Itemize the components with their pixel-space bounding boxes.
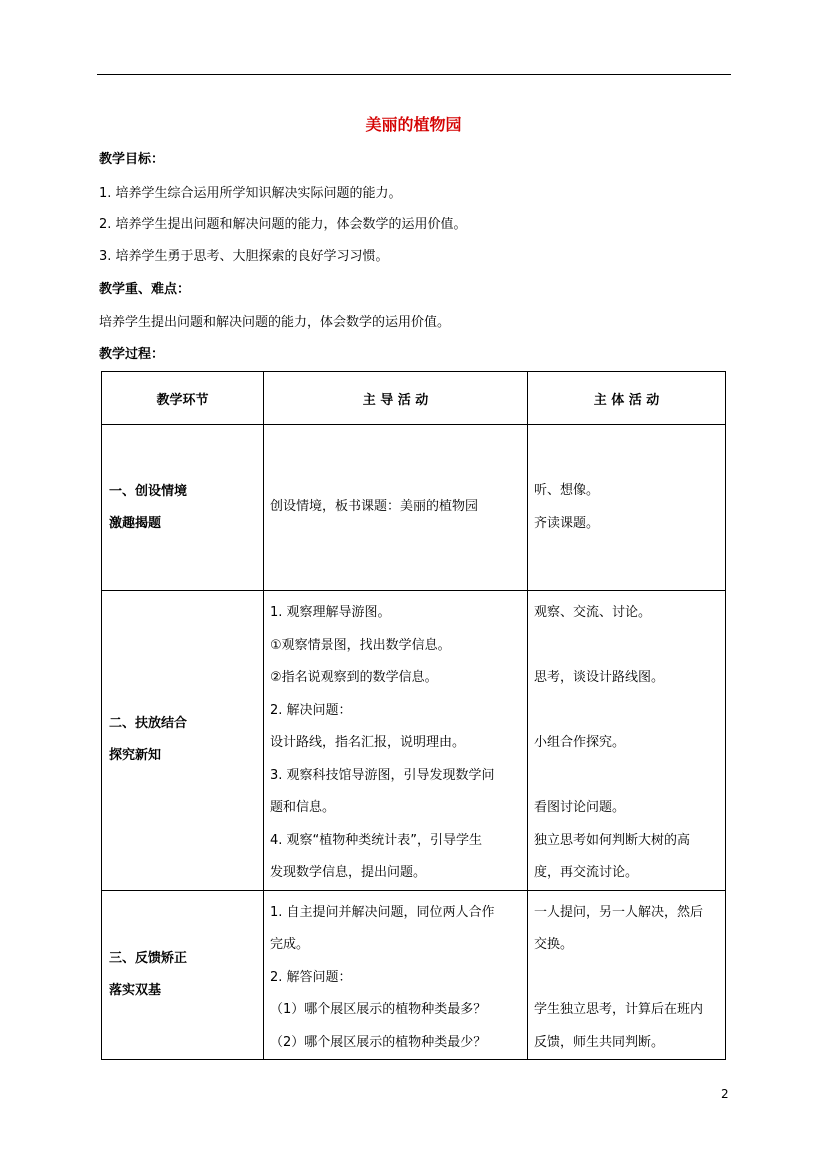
stage-label: 三、反馈矫正 <box>109 950 188 966</box>
stage-label: 一、创设情境 <box>109 483 188 499</box>
student-activity-cell <box>528 591 726 891</box>
table-row <box>102 425 726 591</box>
activity-line: 2. 解决问题： <box>270 702 352 718</box>
activity-line: 创设情境，板书课题：美丽的植物园 <box>270 499 479 515</box>
activity-line: 一人提问，另一人解决，然后 <box>534 904 704 920</box>
stage-cell <box>102 890 264 1060</box>
student-activity-cell <box>528 890 726 1060</box>
activity-line: 观察、交流、讨论。 <box>534 605 652 620</box>
stage-cell <box>102 591 264 891</box>
page-number: 2 <box>721 1087 729 1101</box>
activity-line: 题和信息。 <box>270 800 336 815</box>
activity-line: （2）哪个展区展示的植物种类最少？ <box>270 1034 487 1050</box>
activity-line: 2. 解答问题： <box>270 969 352 985</box>
activity-line <box>534 630 719 663</box>
activity-line: 1. 自主提问并解决问题，同位两人合作 <box>270 904 495 920</box>
objectives-heading: 教学目标： <box>99 152 165 167</box>
stage-cell <box>102 425 264 591</box>
activity-line: ①观察情景图，找出数学信息。 <box>270 637 451 653</box>
table-header-row <box>102 372 726 425</box>
column-header-stage: 教学环节 <box>102 372 264 425</box>
objective-item: 1. 培养学生综合运用所学知识解决实际问题的能力。 <box>99 186 402 201</box>
teacher-activity-cell <box>264 591 528 891</box>
process-heading: 教学过程： <box>99 347 165 362</box>
activity-line: 发现数学信息，提出问题。 <box>270 865 427 880</box>
table-row <box>102 591 726 891</box>
key-points-heading: 教学重、难点： <box>99 282 191 297</box>
activity-line: 交换。 <box>534 937 574 952</box>
activity-line: 完成。 <box>270 937 310 952</box>
activity-line: 听、想像。 <box>534 483 600 498</box>
activity-line: 学生独立思考，计算后在班内 <box>534 1002 704 1017</box>
stage-label: 激趣揭题 <box>109 515 162 531</box>
lesson-plan-table <box>101 371 726 1060</box>
activity-line <box>534 760 719 793</box>
activity-line: （1）哪个展区展示的植物种类最多？ <box>270 1002 487 1017</box>
document-title: 美丽的植物园 <box>365 115 462 134</box>
column-header-student-activity: 主 体 活 动 <box>528 372 726 425</box>
key-points-text: 培养学生提出问题和解决问题的能力，体会数学的运用价值。 <box>99 315 451 330</box>
activity-line <box>534 695 719 728</box>
stage-label: 落实双基 <box>109 982 162 998</box>
activity-line: 齐读课题。 <box>534 515 600 531</box>
activity-line: 4. 观察“植物种类统计表”，引导学生 <box>270 832 483 848</box>
header-rule <box>97 74 731 75</box>
objective-item: 3. 培养学生勇于思考、大胆探索的良好学习习惯。 <box>99 249 389 264</box>
teacher-activity-cell <box>264 425 528 591</box>
activity-line: 思考，谈设计路线图。 <box>534 670 665 685</box>
activity-line: 度，再交流讨论。 <box>534 865 639 880</box>
teacher-activity-cell <box>264 890 528 1060</box>
student-activity-cell <box>528 425 726 591</box>
activity-line: 看图讨论问题。 <box>534 800 626 815</box>
activity-line: 设计路线，指名汇报，说明理由。 <box>270 735 466 750</box>
objective-item: 2. 培养学生提出问题和解决问题的能力，体会数学的运用价值。 <box>99 217 467 232</box>
activity-line: 1. 观察理解导游图。 <box>270 605 391 620</box>
activity-line: ②指名说观察到的数学信息。 <box>270 670 438 685</box>
stage-label: 探究新知 <box>109 748 162 764</box>
activity-line: 3. 观察科技馆导游图，引导发现数学问 <box>270 767 495 783</box>
activity-line: 反馈，师生共同判断。 <box>534 1034 665 1050</box>
activity-line: 小组合作探究。 <box>534 735 626 750</box>
activity-line: 独立思考如何判断大树的高 <box>534 832 691 848</box>
column-header-teacher-activity: 主 导 活 动 <box>264 372 528 425</box>
stage-label: 二、扶放结合 <box>109 716 188 732</box>
table-row <box>102 890 726 1060</box>
activity-line <box>534 962 719 995</box>
